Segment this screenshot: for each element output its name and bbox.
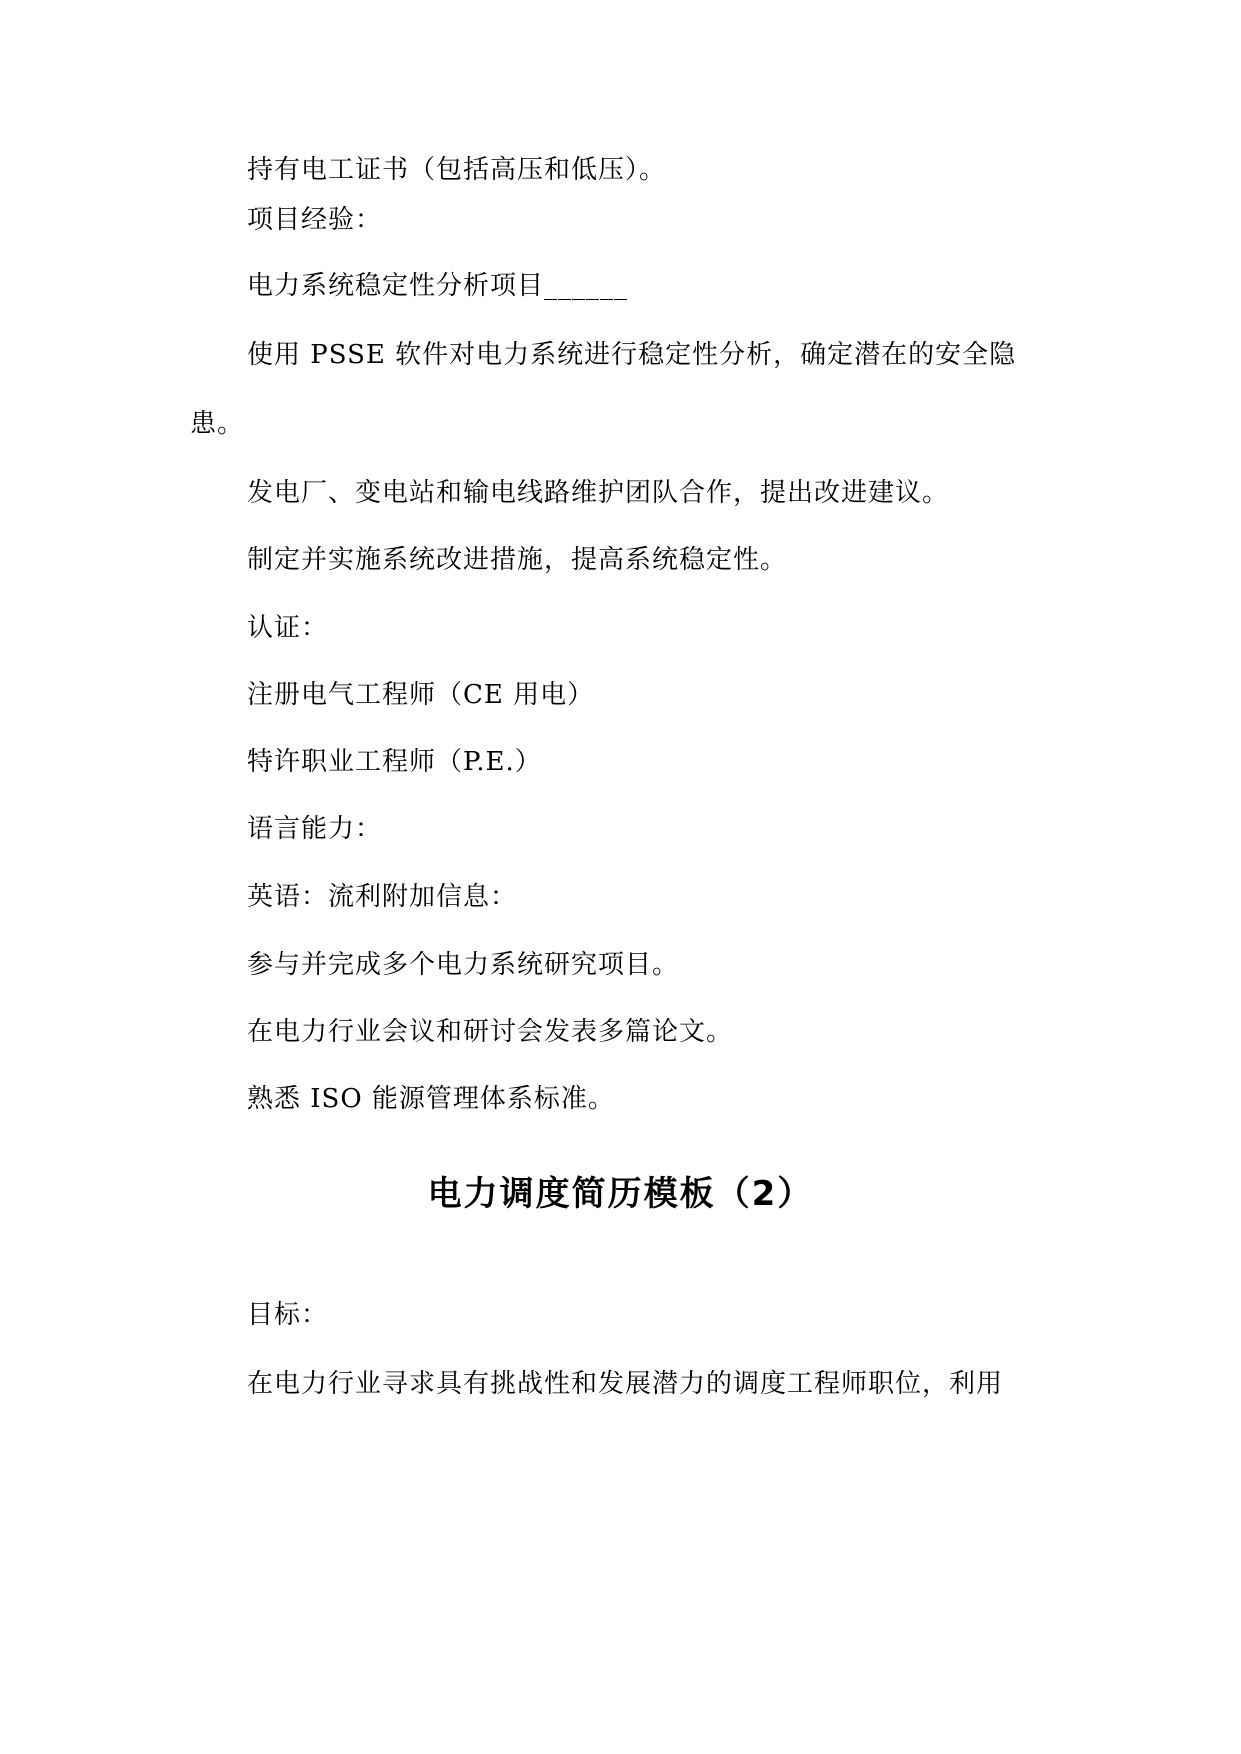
label-certification: 认证： [247, 613, 329, 643]
language-english: 英语：流利附加信息： [247, 882, 518, 912]
project-detail-3: 制定并实施系统改进措施，提高系统稳定性。 [247, 545, 788, 575]
additional-info-3: 熟悉 ISO 能源管理体系标准。 [247, 1084, 615, 1114]
additional-info-2: 在电力行业会议和研讨会发表多篇论文。 [247, 1017, 734, 1047]
paragraph-certificate: 持有电工证书（包括高压和低压）。 [247, 155, 667, 185]
additional-info-1: 参与并完成多个电力系统研究项目。 [247, 950, 680, 980]
objective-text: 在电力行业寻求具有挑战性和发展潜力的调度工程师职位，利用 [247, 1369, 1004, 1399]
label-objective: 目标： [247, 1300, 329, 1330]
certification-1: 注册电气工程师（CE 用电） [247, 680, 595, 710]
project-detail-2: 发电厂、变电站和输电线路维护团队合作，提出改进建议。 [247, 478, 950, 508]
project-detail-1-continued: 患。 [190, 409, 245, 439]
section-heading: 电力调度简历模板（2） [427, 1174, 814, 1214]
project-title: 电力系统稳定性分析项目______ [247, 271, 629, 301]
label-language: 语言能力： [247, 814, 383, 844]
certification-2: 特许职业工程师（P.E.） [247, 747, 542, 777]
label-project-experience: 项目经验： [247, 205, 383, 235]
project-detail-1: 使用 PSSE 软件对电力系统进行稳定性分析，确定潜在的安全隐 [247, 340, 1017, 370]
